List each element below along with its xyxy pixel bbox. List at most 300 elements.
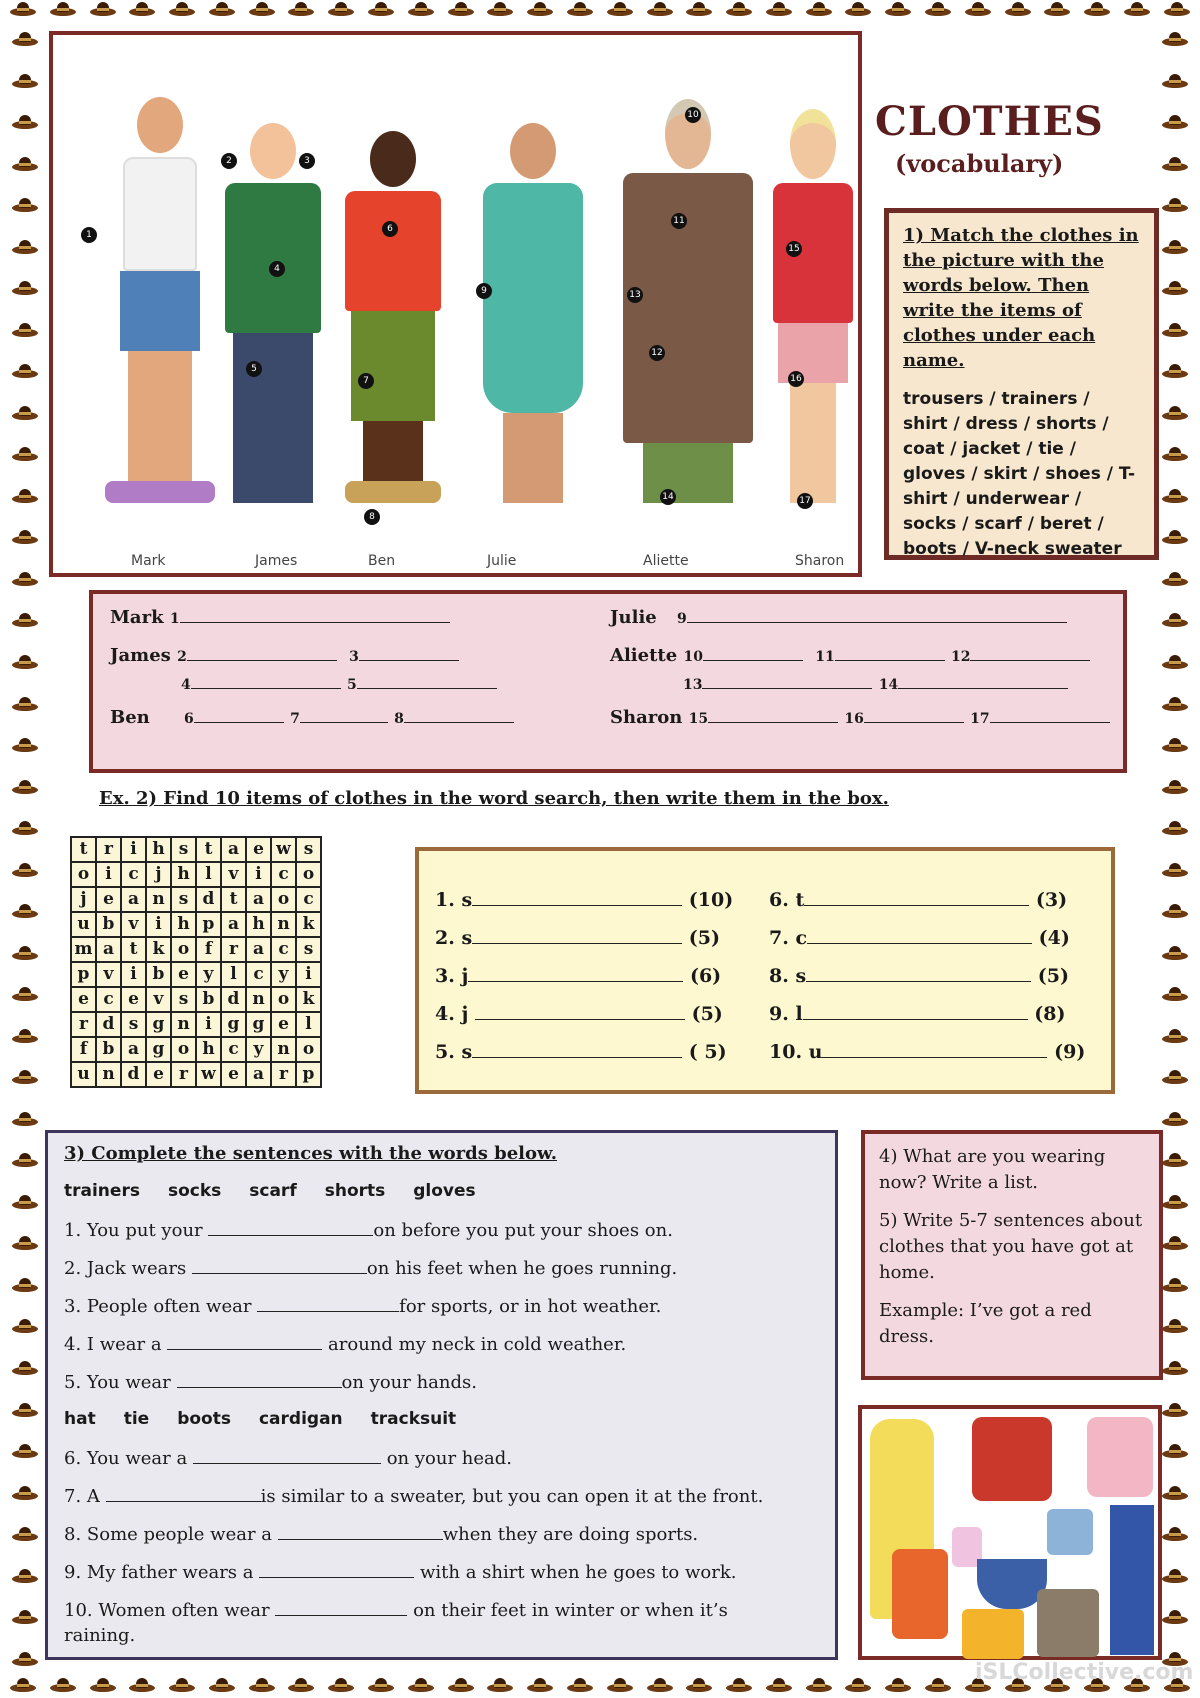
hat-icon xyxy=(607,0,633,18)
grid-cell[interactable]: j xyxy=(146,862,171,887)
grid-cell[interactable]: h xyxy=(146,837,171,862)
hat-icon xyxy=(12,611,38,629)
sentence-7: 7. A is similar to a sweater, but you can open it at the front. xyxy=(64,1486,764,1507)
grid-cell[interactable]: t xyxy=(221,887,246,912)
ex2-blank-4[interactable] xyxy=(475,1003,685,1020)
hat-icon xyxy=(885,1676,911,1694)
grid-cell[interactable]: s xyxy=(171,887,196,912)
grid-cell[interactable]: a xyxy=(246,1062,271,1087)
answer-blank-2[interactable] xyxy=(187,644,337,661)
grid-cell[interactable]: d xyxy=(196,887,221,912)
grid-cell[interactable]: v xyxy=(221,862,246,887)
grid-cell[interactable]: l xyxy=(221,962,246,987)
ex2-item-1: 1. s (10) xyxy=(435,889,734,911)
grid-cell[interactable]: o xyxy=(271,887,296,912)
word-search-grid xyxy=(70,836,322,1088)
grid-cell[interactable]: o xyxy=(271,987,296,1012)
hat-icon xyxy=(12,985,38,1003)
hat-icon xyxy=(1162,1234,1188,1252)
grid-cell[interactable]: p xyxy=(196,912,221,937)
answer-blank-3[interactable] xyxy=(359,644,459,661)
hat-icon xyxy=(686,1676,712,1694)
sentence-5: 5. You wear on your hands. xyxy=(64,1372,477,1393)
hat-icon xyxy=(1162,1525,1188,1543)
hat-icon xyxy=(10,1676,36,1694)
grid-cell[interactable]: u xyxy=(71,1062,96,1087)
exercise-1-instruction-b: Then write the items of clothes under each name. xyxy=(903,275,1096,371)
hat-icon xyxy=(726,1676,752,1694)
grid-cell[interactable]: d xyxy=(121,1062,146,1087)
hat-icon xyxy=(288,0,314,18)
grid-cell[interactable]: r xyxy=(71,1012,96,1037)
grid-cell[interactable]: u xyxy=(71,912,96,937)
grid-cell[interactable]: i xyxy=(121,962,146,987)
hat-icon xyxy=(448,1676,474,1694)
hat-icon xyxy=(527,1676,553,1694)
name-aliette: Aliette xyxy=(643,553,689,569)
ex2-blank-7[interactable] xyxy=(807,927,1032,944)
tshirt-image xyxy=(962,1609,1024,1659)
grid-cell[interactable]: b xyxy=(96,912,121,937)
grid-cell[interactable]: y xyxy=(246,1037,271,1062)
hat-icon xyxy=(12,321,38,339)
hat-icon xyxy=(12,695,38,713)
grid-cell[interactable]: d xyxy=(221,987,246,1012)
grid-cell[interactable]: a xyxy=(121,1037,146,1062)
hat-icon xyxy=(209,0,235,18)
sentence-9-blank[interactable] xyxy=(259,1561,414,1578)
hat-icon xyxy=(12,487,38,505)
grid-cell[interactable]: v xyxy=(96,962,121,987)
sentence-1: 1. You put your on before you put your shoes on. xyxy=(64,1220,673,1241)
grid-cell[interactable]: b xyxy=(146,962,171,987)
hat-icon xyxy=(328,0,354,18)
grid-cell[interactable]: h xyxy=(246,912,271,937)
answer-blank-16[interactable] xyxy=(864,706,964,723)
grid-cell[interactable]: r xyxy=(221,937,246,962)
pink-shirt-image xyxy=(1087,1417,1153,1497)
grid-cell[interactable]: k xyxy=(146,937,171,962)
grid-cell[interactable]: o xyxy=(171,1037,196,1062)
hat-icon xyxy=(12,653,38,671)
ex2-blank-5[interactable] xyxy=(472,1041,682,1058)
sentence-5-blank[interactable] xyxy=(177,1371,342,1388)
hat-icon xyxy=(766,0,792,18)
grid-cell[interactable]: e xyxy=(71,987,96,1012)
grid-cell[interactable]: e xyxy=(146,1062,171,1087)
hat-icon xyxy=(12,1193,38,1211)
answer-row-ben: Ben 6 7 8 xyxy=(110,706,514,728)
ex2-item-2: 2. s (5) xyxy=(435,927,720,949)
hat-icon xyxy=(368,0,394,18)
sentence-3-blank[interactable] xyxy=(257,1295,399,1312)
sentence-4-blank[interactable] xyxy=(167,1333,322,1350)
answer-blank-8[interactable] xyxy=(404,706,514,723)
name-ben: Ben xyxy=(368,553,396,569)
grid-cell[interactable]: a xyxy=(121,887,146,912)
hat-icon xyxy=(1162,985,1188,1003)
grid-cell[interactable]: v xyxy=(146,987,171,1012)
grid-cell[interactable]: r xyxy=(96,837,121,862)
answer-blank-17[interactable] xyxy=(990,706,1110,723)
exercise-2-answer-box xyxy=(415,847,1115,1094)
hat-icon xyxy=(249,0,275,18)
exercise-1-word-list: trousers / trainers / shirt / dress / shorts / coat / jacket / tie / gloves / skirt / shoes / T-shirt / underwear / socks / scarf / beret / boots / V-neck sweater xyxy=(903,389,1136,559)
grid-cell[interactable]: s xyxy=(296,837,321,862)
label-12: 12 xyxy=(649,345,665,361)
ex2-item-9: 9. l (8) xyxy=(769,1003,1066,1025)
hat-icon xyxy=(12,819,38,837)
hat-icon xyxy=(90,0,116,18)
hat-icon xyxy=(12,1151,38,1169)
hat-icon xyxy=(1162,445,1188,463)
hat-icon xyxy=(12,1068,38,1086)
ex2-item-4: 4. j (5) xyxy=(435,1003,723,1025)
sentence-7-blank[interactable] xyxy=(106,1485,261,1502)
hat-icon xyxy=(129,0,155,18)
grid-cell[interactable]: g xyxy=(146,1037,171,1062)
hat-icon xyxy=(12,1484,38,1502)
grid-cell[interactable]: c xyxy=(221,1037,246,1062)
brown-skirt-image xyxy=(1037,1589,1099,1657)
answer-blank-7[interactable] xyxy=(300,706,388,723)
answer-blank-13[interactable] xyxy=(702,672,872,689)
label-4: 4 xyxy=(269,261,285,277)
hat-icon xyxy=(12,1650,38,1668)
hat-icon xyxy=(1162,1110,1188,1128)
hat-icon xyxy=(1162,819,1188,837)
grid-cell[interactable]: o xyxy=(296,1037,321,1062)
figure-james xyxy=(213,123,333,503)
hat-icon xyxy=(12,1442,38,1460)
grid-cell[interactable]: g xyxy=(246,1012,271,1037)
sentence-8-blank[interactable] xyxy=(278,1523,443,1540)
hat-icon xyxy=(1164,0,1190,18)
answer-blank-10[interactable] xyxy=(703,644,803,661)
grid-cell[interactable]: r xyxy=(271,1062,296,1087)
grid-row xyxy=(71,962,321,987)
hat-icon xyxy=(567,1676,593,1694)
grid-cell[interactable]: c xyxy=(296,887,321,912)
hat-icon xyxy=(368,1676,394,1694)
sentence-6-blank[interactable] xyxy=(193,1447,381,1464)
answer-row-julie: Julie 9 xyxy=(610,606,1067,628)
hat-icon xyxy=(12,404,38,422)
hat-icon xyxy=(12,1608,38,1626)
exercise-1-instruction-a: 1) Match the clothes in the picture with the words below. xyxy=(903,225,1139,296)
answer-name-sharon: Sharon xyxy=(610,707,683,728)
label-15: 15 xyxy=(786,241,802,257)
grid-cell[interactable]: g xyxy=(221,1012,246,1037)
grid-cell[interactable]: i xyxy=(146,912,171,937)
hat-icon xyxy=(12,362,38,380)
answer-blank-4[interactable] xyxy=(191,672,341,689)
grid-cell[interactable]: j xyxy=(71,887,96,912)
hat-icon xyxy=(1162,1151,1188,1169)
grid-cell[interactable]: w xyxy=(196,1062,221,1087)
hat-icon xyxy=(12,72,38,90)
hat-icon xyxy=(1005,0,1031,18)
label-1: 1 xyxy=(81,227,97,243)
answer-blank-15[interactable] xyxy=(708,706,838,723)
hat-icon xyxy=(527,0,553,18)
grid-cell[interactable]: i xyxy=(196,1012,221,1037)
grid-cell[interactable]: c xyxy=(246,962,271,987)
grid-cell[interactable]: s xyxy=(296,937,321,962)
ex2-item-3: 3. j (6) xyxy=(435,965,722,987)
label-2: 2 xyxy=(221,153,237,169)
sentence-1-blank[interactable] xyxy=(208,1219,373,1236)
hat-icon xyxy=(12,1567,38,1585)
ex2-blank-2[interactable] xyxy=(472,927,682,944)
grid-cell[interactable]: s xyxy=(121,1012,146,1037)
hat-icon xyxy=(12,1359,38,1377)
grid-cell[interactable]: i xyxy=(296,962,321,987)
hat-icon xyxy=(806,1676,832,1694)
vest-image xyxy=(892,1549,948,1639)
grid-cell[interactable]: t xyxy=(121,937,146,962)
ex2-item-7: 7. c (4) xyxy=(769,927,1070,949)
hat-icon xyxy=(12,1110,38,1128)
title-area xyxy=(875,98,1115,178)
answer-blank-12[interactable] xyxy=(970,644,1090,661)
hat-icon xyxy=(567,0,593,18)
grid-cell[interactable]: p xyxy=(296,1062,321,1087)
sentence-8: 8. Some people wear a when they are doing sports. xyxy=(64,1524,699,1545)
grid-cell[interactable]: w xyxy=(271,837,296,862)
ex2-blank-8[interactable] xyxy=(806,965,1031,982)
grid-cell[interactable]: r xyxy=(171,1062,196,1087)
grid-cell[interactable]: e xyxy=(221,1062,246,1087)
grid-cell[interactable]: m xyxy=(71,937,96,962)
grid-cell[interactable]: e xyxy=(96,887,121,912)
grid-row xyxy=(71,1037,321,1062)
page-subtitle: (vocabulary) xyxy=(895,149,1064,178)
exercise-1-box xyxy=(884,208,1159,560)
grid-row xyxy=(71,912,321,937)
hat-icon xyxy=(12,1401,38,1419)
hat-icon xyxy=(12,445,38,463)
hat-icon xyxy=(1162,487,1188,505)
grid-cell[interactable]: n xyxy=(271,912,296,937)
hat-icon xyxy=(1162,1484,1188,1502)
grid-cell[interactable]: i xyxy=(96,862,121,887)
hat-icon xyxy=(12,778,38,796)
grid-row xyxy=(71,887,321,912)
hat-icon xyxy=(1162,861,1188,879)
answer-blank-14[interactable] xyxy=(898,672,1068,689)
label-3: 3 xyxy=(299,153,315,169)
figure-mark xyxy=(95,97,225,503)
hat-icon xyxy=(12,113,38,131)
hat-icon xyxy=(1162,1608,1188,1626)
hat-icon xyxy=(10,0,36,18)
hat-icon xyxy=(487,0,513,18)
hat-icon xyxy=(1124,0,1150,18)
grid-cell[interactable]: n xyxy=(271,1037,296,1062)
hat-icon xyxy=(1162,611,1188,629)
hat-icon xyxy=(12,1234,38,1252)
grid-cell[interactable]: e xyxy=(246,837,271,862)
hat-icon xyxy=(12,1525,38,1543)
grid-cell[interactable]: p xyxy=(71,962,96,987)
grid-cell[interactable]: s xyxy=(171,837,196,862)
sentence-9: 9. My father wears a with a shirt when he goes to work. xyxy=(64,1562,737,1583)
grid-cell[interactable]: e xyxy=(271,1012,296,1037)
grid-cell[interactable]: i xyxy=(121,837,146,862)
answer-blank-6[interactable] xyxy=(194,706,284,723)
ex2-blank-6[interactable] xyxy=(804,889,1029,906)
grid-cell[interactable]: d xyxy=(96,1012,121,1037)
grid-row xyxy=(71,862,321,887)
hat-icon xyxy=(1162,113,1188,131)
grid-cell[interactable]: l xyxy=(196,862,221,887)
ex2-blank-3[interactable] xyxy=(468,965,683,982)
grid-cell[interactable]: f xyxy=(71,1037,96,1062)
answer-blank-9[interactable] xyxy=(687,606,1067,623)
hat-icon xyxy=(12,944,38,962)
answer-row-sharon: Sharon 15 16 17 xyxy=(610,706,1110,728)
grid-cell[interactable]: n xyxy=(146,887,171,912)
grid-cell[interactable]: v xyxy=(121,912,146,937)
label-17: 17 xyxy=(797,493,813,509)
hat-icon xyxy=(1162,196,1188,214)
answer-row-mark: Mark 1 xyxy=(110,606,450,628)
grid-row xyxy=(71,1062,321,1087)
hat-icon xyxy=(288,1676,314,1694)
hat-icon xyxy=(408,1676,434,1694)
hat-icon xyxy=(1084,0,1110,18)
label-16: 16 xyxy=(788,371,804,387)
hat-icon xyxy=(1162,736,1188,754)
hat-icon xyxy=(328,1676,354,1694)
name-sharon: Sharon xyxy=(795,553,845,569)
sentence-4: 4. I wear a around my neck in cold weather. xyxy=(64,1334,627,1355)
grid-cell[interactable]: h xyxy=(171,912,196,937)
grid-cell[interactable]: y xyxy=(196,962,221,987)
name-james: James xyxy=(255,553,298,569)
hat-icon xyxy=(12,155,38,173)
grid-cell[interactable]: i xyxy=(246,862,271,887)
hat-icon xyxy=(12,279,38,297)
hat-icon xyxy=(1162,1027,1188,1045)
grid-cell[interactable]: g xyxy=(146,1012,171,1037)
hat-icon xyxy=(90,1676,116,1694)
hat-icon xyxy=(12,1317,38,1335)
sentence-3: 3. People often wear for sports, or in hot weather. xyxy=(64,1296,662,1317)
grid-row xyxy=(71,987,321,1012)
grid-cell[interactable]: a xyxy=(96,937,121,962)
ex2-blank-1[interactable] xyxy=(472,889,682,906)
grid-cell[interactable]: s xyxy=(171,987,196,1012)
sentence-2-blank[interactable] xyxy=(192,1257,367,1274)
figure-sharon xyxy=(768,109,858,503)
grid-cell[interactable]: c xyxy=(121,862,146,887)
clothes-illustration xyxy=(858,1405,1162,1660)
answer-blank-1[interactable] xyxy=(180,606,450,623)
grid-cell[interactable]: t xyxy=(196,837,221,862)
grid-cell[interactable]: a xyxy=(246,937,271,962)
hat-icon xyxy=(169,1676,195,1694)
grid-cell[interactable]: h xyxy=(196,1037,221,1062)
label-14: 14 xyxy=(660,489,676,505)
grid-cell[interactable]: a xyxy=(221,837,246,862)
hat-icon xyxy=(1044,0,1070,18)
grid-cell[interactable]: y xyxy=(271,962,296,987)
hat-icon xyxy=(1162,30,1188,48)
hat-icon xyxy=(1162,362,1188,380)
grid-cell[interactable]: e xyxy=(171,962,196,987)
answer-blank-11[interactable] xyxy=(835,644,945,661)
hat-icon xyxy=(965,0,991,18)
hat-icon xyxy=(1162,944,1188,962)
grid-cell[interactable]: c xyxy=(96,987,121,1012)
hat-icon xyxy=(1162,404,1188,422)
hat-icon xyxy=(766,1676,792,1694)
grid-cell[interactable]: h xyxy=(171,862,196,887)
grid-cell[interactable]: l xyxy=(296,1012,321,1037)
answer-name-james: James xyxy=(110,645,171,666)
label-5: 5 xyxy=(246,361,262,377)
label-7: 7 xyxy=(358,373,374,389)
grid-cell[interactable]: t xyxy=(71,837,96,862)
ex2-item-6: 6. t (3) xyxy=(769,889,1068,911)
exercise-5-question: 5) Write 5-7 sentences about clothes that you have got at home. xyxy=(879,1210,1143,1283)
left-hat-border xyxy=(0,0,50,1698)
hat-icon xyxy=(1162,1359,1188,1377)
sentence-10-blank[interactable] xyxy=(275,1599,407,1616)
hat-icon xyxy=(925,1676,951,1694)
exercise-1-answer-box xyxy=(89,590,1127,773)
hat-icon xyxy=(12,902,38,920)
grid-cell[interactable]: o xyxy=(71,862,96,887)
grid-cell[interactable]: n xyxy=(96,1062,121,1087)
hat-icon xyxy=(1162,238,1188,256)
exercise-5-example: Example: I’ve got a red dress. xyxy=(879,1300,1092,1347)
grid-cell[interactable]: b xyxy=(96,1037,121,1062)
top-hat-border xyxy=(0,0,1200,20)
grid-cell[interactable]: n xyxy=(171,1012,196,1037)
grid-cell[interactable]: o xyxy=(296,862,321,887)
grid-cell[interactable]: k xyxy=(296,987,321,1012)
hat-icon xyxy=(12,196,38,214)
word-bank-2: hat tie boots cardigan tracksuit xyxy=(64,1409,457,1429)
grid-cell[interactable]: a xyxy=(246,887,271,912)
answer-blank-5[interactable] xyxy=(357,672,497,689)
hat-icon xyxy=(607,1676,633,1694)
grid-cell[interactable]: c xyxy=(271,862,296,887)
grid-cell[interactable]: a xyxy=(221,912,246,937)
hat-icon xyxy=(1162,902,1188,920)
label-11: 11 xyxy=(671,213,687,229)
grid-cell[interactable]: f xyxy=(196,937,221,962)
grid-cell[interactable]: k xyxy=(296,912,321,937)
grid-cell[interactable]: e xyxy=(121,987,146,1012)
hat-icon xyxy=(50,1676,76,1694)
exercise-3-box xyxy=(45,1130,838,1660)
ex2-item-10: 10. u (9) xyxy=(769,1041,1086,1063)
hat-icon xyxy=(209,1676,235,1694)
ex2-blank-9[interactable] xyxy=(803,1003,1028,1020)
hat-icon xyxy=(12,861,38,879)
hat-icon xyxy=(1162,1401,1188,1419)
ex2-blank-10[interactable] xyxy=(822,1041,1047,1058)
grid-cell[interactable]: c xyxy=(271,937,296,962)
grid-cell[interactable]: b xyxy=(196,987,221,1012)
grid-cell[interactable]: o xyxy=(171,937,196,962)
grid-cell[interactable]: n xyxy=(246,987,271,1012)
label-9: 9 xyxy=(476,283,492,299)
